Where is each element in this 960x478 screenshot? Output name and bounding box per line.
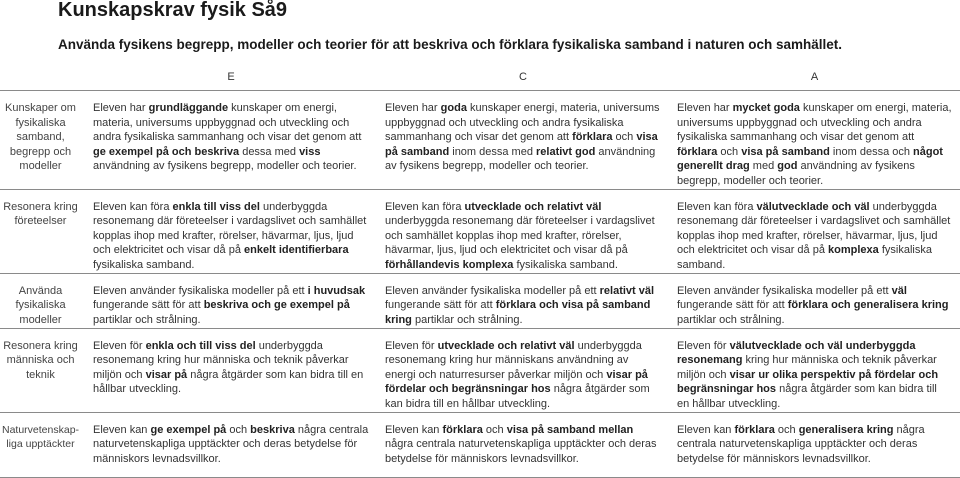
body-text: Eleven för: [93, 339, 146, 352]
criteria-cell-e: [85, 91, 377, 190]
criteria-cell-a: [669, 91, 960, 190]
body-text: några åtgärder som kan bidra till en hållbar utveckling.: [93, 368, 364, 396]
body-text: Eleven har: [93, 102, 149, 114]
body-text: några centrala naturvetenskapliga upptäckter och deras betydelse för människors levnadsvillkor.: [93, 423, 369, 465]
emphasis-text: förklara och generalisera kring: [787, 299, 949, 312]
emphasis-text: beskriva och ge exempel på: [203, 299, 350, 312]
body-text: kunskaper energi, materia, universums uppbyggnad och utveckling och andra fysikaliska sammanhang och visar det genom att: [385, 102, 660, 144]
criteria-cell-a: [669, 328, 960, 412]
body-text: och: [774, 423, 799, 436]
body-text: partiklar och strålning.: [411, 313, 523, 326]
row-label: Använda fysikaliska modeller: [0, 273, 85, 328]
criteria-cell-c: [377, 189, 669, 273]
body-text: några centrala naturvetenskapliga upptäckter och deras betydelse för människors levnadsvillkor.: [677, 423, 925, 465]
body-text: användning av fysikens begrepp, modeller och teorier.: [385, 145, 656, 173]
table-row: [0, 273, 960, 328]
body-text: Eleven använder fysikaliska modeller på ett: [677, 284, 892, 297]
body-text: fysikaliska samband.: [677, 244, 932, 271]
body-text: och: [226, 423, 251, 436]
emphasis-text: i huvudsak: [307, 284, 366, 297]
grade-header-a: A: [669, 70, 960, 91]
emphasis-text: viss: [299, 145, 321, 158]
body-text: fungerande sätt för att: [385, 299, 496, 312]
grade-header-row: [0, 70, 960, 91]
body-text: fungerande sätt för att: [677, 299, 788, 312]
body-text: underbyggda resonemang där företeelser i vardagslivet och samhället kopplas ihop med krafter, rörelser, hävarmar, ljus, ljud och elektricitet och visar då på: [93, 200, 367, 257]
emphasis-text: god: [777, 160, 798, 173]
table-row: [0, 412, 960, 477]
emphasis-text: förklara och visa på samband kring: [385, 299, 651, 326]
body-text: kunskaper om energi, materia, universums uppbyggnad och utveckling och andra fysikaliska sammanhang och visar det genom att: [677, 102, 952, 144]
body-text: Eleven kan föra: [93, 200, 173, 213]
emphasis-text: förklara: [677, 145, 718, 158]
body-text: med: [749, 160, 778, 173]
body-text: Eleven för: [677, 339, 730, 352]
body-text: Eleven kan: [385, 423, 443, 436]
body-text: och: [717, 145, 742, 158]
criteria-cell-e: [85, 412, 377, 477]
body-text: partiklar och strålning.: [93, 313, 201, 326]
body-text: dessa med: [239, 145, 300, 158]
body-text: Eleven kan föra: [385, 200, 465, 213]
emphasis-text: något generellt drag: [677, 145, 943, 173]
row-label: Kunskaper om fysikaliska samband, begrepp och modeller: [0, 91, 85, 190]
body-text: Eleven använder fysikaliska modeller på ett: [385, 284, 600, 297]
body-text: användning av fysikens begrepp, modeller och teorier.: [677, 160, 915, 187]
body-text: och: [482, 423, 507, 436]
body-text: Eleven kan: [677, 423, 735, 436]
criteria-cell-a: [669, 412, 960, 477]
body-text: Eleven kan: [93, 423, 151, 436]
emphasis-text: utvecklade och relativt väl: [464, 200, 602, 213]
emphasis-text: ge exempel på och beskriva: [93, 145, 240, 158]
emphasis-text: visar på fördelar och begränsningar hos: [385, 368, 648, 396]
body-text: inom dessa och: [829, 145, 914, 158]
body-text: Eleven har: [385, 102, 441, 114]
body-text: några centrala naturvetenskapliga upptäckter och deras betydelse för människors levnadsvillkor.: [385, 438, 657, 465]
body-text: underbyggda resonemang kring hur människans användning av energi och naturresurser påverkar miljön och: [385, 339, 642, 381]
criteria-cell-a: [669, 189, 960, 273]
emphasis-text: komplexa: [828, 244, 879, 257]
body-text: underbyggda resonemang där företeelser i vardagslivet och samhället kopplas ihop med krafter, rörelser, hävarmar, ljus, ljud och elektricitet och visar då på: [677, 200, 951, 257]
body-text: och: [612, 131, 637, 144]
emphasis-text: enkelt identifierbara: [244, 244, 349, 257]
emphasis-text: förklara: [442, 423, 483, 436]
emphasis-text: enkla och till viss del: [145, 339, 256, 352]
body-text: några åtgärder som kan bidra till en hållbar utveckling.: [677, 383, 937, 410]
emphasis-text: relativt väl: [599, 284, 655, 297]
body-text: fungerande sätt för att: [93, 299, 204, 312]
emphasis-text: förklara: [734, 423, 775, 436]
emphasis-text: enkla till viss del: [172, 200, 260, 213]
row-label: Resonera kring företeelser: [0, 189, 85, 273]
criteria-cell-e: [85, 189, 377, 273]
body-text: Eleven använder fysikaliska modeller på ett: [93, 284, 308, 297]
criteria-cell-c: [377, 328, 669, 412]
table-row: [0, 189, 960, 273]
emphasis-text: mycket goda: [732, 102, 800, 114]
grade-header-c: C: [377, 70, 669, 91]
row-label: Naturvetenskap-liga upptäckter: [0, 412, 85, 477]
emphasis-text: visa på samband: [385, 131, 658, 158]
criteria-cell-c: [377, 412, 669, 477]
emphasis-text: ge exempel på: [150, 423, 227, 436]
body-text: underbyggda resonemang kring hur människa och teknik påverkar miljön och: [93, 339, 349, 381]
body-text: Eleven kan föra: [677, 200, 757, 213]
body-text: underbyggda resonemang där företeelser i vardagslivet och samhället kopplas ihop med krafter, rörelser, hävarmar, ljus, ljud och elektricitet och visar då på: [385, 215, 655, 257]
body-text: inom dessa med: [449, 145, 537, 158]
emphasis-text: relativt god: [536, 145, 596, 158]
criteria-cell-c: [377, 273, 669, 328]
body-text: partiklar och strålning.: [677, 313, 785, 326]
criteria-cell-a: [669, 273, 960, 328]
header-blank-cell: [0, 70, 85, 91]
body-text: användning av fysikens begrepp, modeller och teorier.: [93, 160, 357, 173]
body-text: kunskaper om energi, materia, universums uppbyggnad och utveckling och andra fysikaliska sammanhang och visar det genom att: [93, 102, 362, 144]
table-row: [0, 328, 960, 412]
row-label: Resonera kring människa och teknik: [0, 328, 85, 412]
grade-header-e: E: [85, 70, 377, 91]
criteria-cell-e: [85, 328, 377, 412]
page-subtitle: Använda fysikens begrepp, modeller och teorier för att beskriva och förklara fysikaliska samband i naturen och samhället.: [58, 37, 843, 52]
emphasis-text: visar på: [145, 368, 188, 381]
emphasis-text: goda: [440, 102, 467, 114]
body-text: kring hur människa och teknik påverkar miljön och: [677, 354, 937, 381]
emphasis-text: grundläggande: [148, 102, 229, 114]
emphasis-text: förhållandevis komplexa: [385, 258, 514, 271]
body-text: några åtgärder som kan bidra till en hållbar utveckling.: [385, 383, 650, 410]
criteria-table: [0, 70, 960, 478]
emphasis-text: välutvecklade och väl underbyggda resonemang: [677, 339, 916, 367]
emphasis-text: välutvecklade och väl: [756, 200, 870, 213]
emphasis-text: förklara: [572, 131, 613, 144]
table-row: [0, 91, 960, 190]
criteria-cell-e: [85, 273, 377, 328]
criteria-cell-c: [377, 91, 669, 190]
page-title: Kunskapskrav fysik Så9: [58, 0, 288, 21]
body-text: fysikaliska samband.: [513, 258, 618, 271]
emphasis-text: beskriva: [250, 423, 295, 436]
emphasis-text: väl: [891, 284, 907, 297]
body-text: Eleven för: [385, 339, 438, 352]
emphasis-text: utvecklade och relativt väl: [437, 339, 575, 352]
emphasis-text: visar ur olika perspektiv på fördelar och begränsningar hos: [677, 368, 939, 396]
body-text: Eleven har: [677, 102, 733, 114]
emphasis-text: generalisera kring: [798, 423, 894, 436]
emphasis-text: visa på samband: [741, 145, 830, 158]
body-text: fysikaliska samband.: [93, 258, 195, 271]
emphasis-text: visa på samband mellan: [506, 423, 634, 436]
